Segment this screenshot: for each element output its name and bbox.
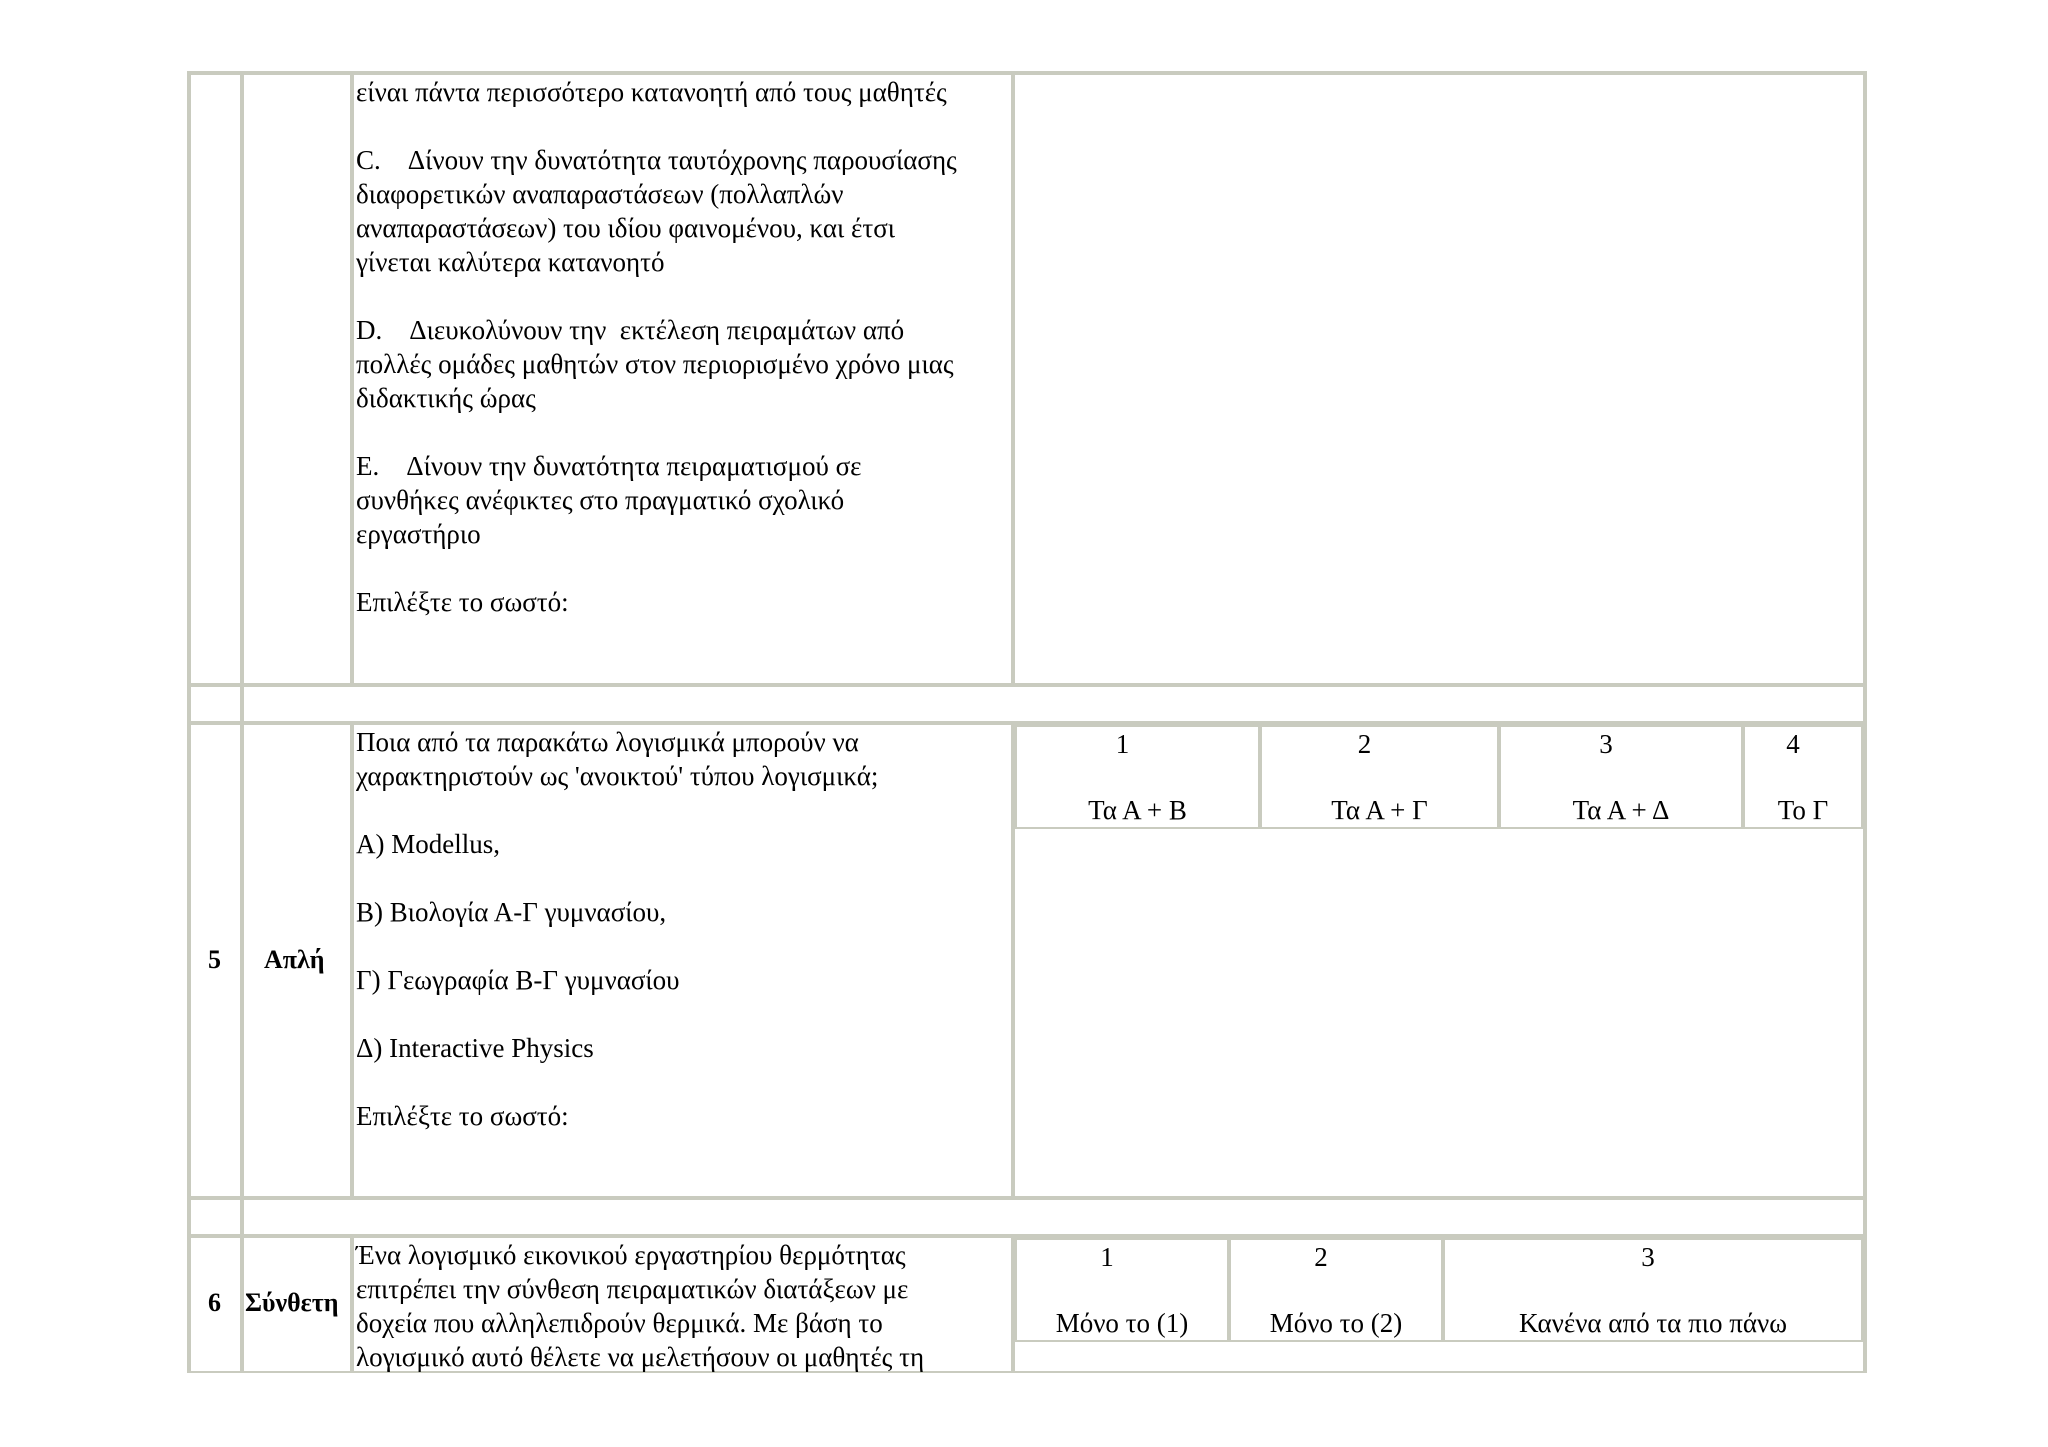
question-line: είναι πάντα περισσότερο κατανοητή από τους μαθητές xyxy=(356,77,947,107)
question-line xyxy=(356,279,957,313)
question-line: επιτρέπει την σύνθεση πειραματικών διατάξεων με xyxy=(356,1274,909,1304)
q5-option-3[interactable] xyxy=(1499,725,1743,829)
question-line: διδακτικής ώρας xyxy=(356,383,536,413)
question-line: Δ) Interactive Physics xyxy=(356,1033,594,1063)
row6-answer-cell xyxy=(1013,1236,1865,1373)
row6-number-cell xyxy=(189,1236,242,1373)
row4-difficulty-cell xyxy=(242,73,352,685)
question-line xyxy=(356,861,878,895)
question-line: αναπαραστάσεων) του ιδίου φαινομένου, και έτσι xyxy=(356,213,896,243)
difficulty-label: Απλή xyxy=(264,945,325,974)
q6-option-2[interactable] xyxy=(1229,1238,1443,1342)
row5-answer-cell xyxy=(1013,723,1865,1198)
q6-question-text xyxy=(356,1238,924,1374)
option-label: Μόνο το (1) xyxy=(1055,1308,1189,1338)
question-line xyxy=(356,415,957,449)
q4-question-text xyxy=(356,75,957,619)
q5-question-text xyxy=(356,725,878,1133)
question-line xyxy=(356,793,878,827)
question-line xyxy=(356,109,957,143)
row6-difficulty-cell xyxy=(242,1236,352,1373)
row4-answer-cell xyxy=(1013,73,1865,685)
row4-number-cell xyxy=(189,73,242,685)
option-label: Κανένα από τα πιο πάνω xyxy=(1519,1308,1787,1338)
option-label: Το Γ xyxy=(1777,795,1829,825)
option-number: 3 xyxy=(1599,729,1613,759)
question-line xyxy=(356,997,878,1031)
row6-question-cell xyxy=(352,1236,1013,1373)
row5-question-cell xyxy=(352,723,1013,1198)
question-line: λογισμικό αυτό θέλετε να μελετήσουν οι μαθητές τη xyxy=(356,1342,925,1372)
question-line: Ένα λογισμικό εικονικού εργαστηρίου θερμότητας xyxy=(356,1240,906,1270)
question-line: D. Διευκολύνουν την εκτέλεση πειραμάτων από xyxy=(356,315,905,345)
q5-option-2[interactable] xyxy=(1260,725,1499,829)
question-line: συνθήκες ανέφικτες στο πραγματικό σχολικό xyxy=(356,485,845,515)
option-number: 2 xyxy=(1357,729,1372,759)
question-line xyxy=(356,929,878,963)
option-number: 1 xyxy=(1115,729,1130,759)
option-label: Τα Α + Β xyxy=(1088,795,1187,825)
question-line: εργαστήριο xyxy=(356,519,481,549)
question-line: Α) Modellus, xyxy=(356,829,500,859)
option-label: Τα Α + Δ xyxy=(1572,795,1670,825)
question-line: C. Δίνουν την δυνατότητα ταυτόχρονης παρουσίασης xyxy=(356,145,957,175)
question-table xyxy=(187,71,1867,1373)
question-number: 6 xyxy=(208,1288,221,1317)
question-line: E. Δίνουν την δυνατότητα πειραματισμού σε xyxy=(356,451,862,481)
option-number: 3 xyxy=(1641,1242,1655,1272)
row4-question-cell xyxy=(352,73,1013,685)
question-line: Επιλέξτε το σωστό: xyxy=(356,1101,569,1131)
difficulty-label: Σύνθετη xyxy=(245,1288,339,1317)
question-line: πολλές ομάδες μαθητών στον περιορισμένο χρόνο μιας xyxy=(356,349,954,379)
question-line: Β) Βιολογία Α-Γ γυμνασίου, xyxy=(356,897,667,927)
question-line: Γ) Γεωγραφία Β-Γ γυμνασίου xyxy=(356,965,680,995)
question-line: δοχεία που αλληλεπιδρούν θερμικά. Με βάση το xyxy=(356,1308,883,1338)
q6-option-3[interactable] xyxy=(1443,1238,1863,1342)
option-number: 4 xyxy=(1786,729,1800,759)
q6-option-1[interactable] xyxy=(1015,1238,1229,1342)
option-label: Τα Α + Γ xyxy=(1331,795,1428,825)
spacer-row-1-wide xyxy=(242,685,1865,723)
spacer-row-2-wide xyxy=(242,1198,1865,1236)
q5-option-4[interactable] xyxy=(1743,725,1863,829)
spacer-row-2 xyxy=(189,1198,242,1236)
spacer-row-1 xyxy=(189,685,242,723)
question-number: 5 xyxy=(208,945,221,974)
question-line: Ποια από τα παρακάτω λογισμικά μπορούν να xyxy=(356,727,859,757)
question-line: χαρακτηριστούν ως 'ανοικτού' τύπου λογισμικά; xyxy=(356,761,879,791)
option-label: Μόνο το (2) xyxy=(1269,1308,1403,1338)
q5-option-1[interactable] xyxy=(1015,725,1260,829)
row5-difficulty-cell xyxy=(242,723,352,1198)
question-line: Επιλέξτε το σωστό: xyxy=(356,587,569,617)
question-line xyxy=(356,1065,878,1099)
option-number: 1 xyxy=(1100,1242,1114,1272)
question-line xyxy=(356,551,957,585)
option-number: 2 xyxy=(1314,1242,1328,1272)
question-line: διαφορετικών αναπαραστάσεων (πολλαπλών xyxy=(356,179,844,209)
row5-number-cell xyxy=(189,723,242,1198)
question-line: γίνεται καλύτερα κατανοητό xyxy=(356,247,665,277)
